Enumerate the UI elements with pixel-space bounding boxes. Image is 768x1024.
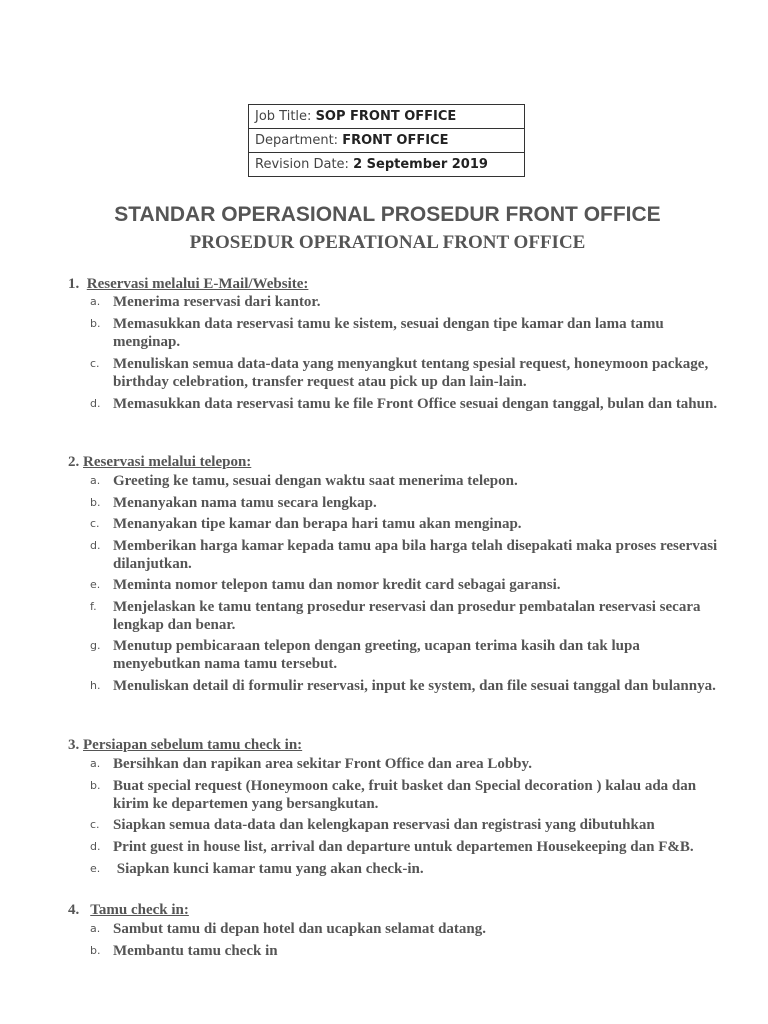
list-item: [90, 942, 720, 960]
job-title-value: SOP FRONT OFFICE: [315, 109, 457, 124]
item-text: Siapkan kunci kamar tamu yang akan check-in.: [113, 861, 424, 877]
list-item: [90, 472, 720, 490]
item-letter: a.: [90, 922, 101, 935]
item-letter: d.: [90, 397, 101, 410]
item-text: Menerima reservasi dari kantor.: [113, 294, 321, 310]
list-item: [90, 395, 720, 413]
item-letter: g.: [90, 639, 101, 652]
list-item: [90, 293, 720, 311]
revision-date-label: Revision Date:: [255, 157, 349, 172]
item-letter: a.: [90, 295, 101, 308]
list-item: [90, 920, 720, 938]
item-text: Print guest in house list, arrival dan departure untuk departemen Housekeeping dan F&B.: [113, 839, 694, 855]
department-row: [249, 129, 525, 153]
section-title: Reservasi melalui telepon:: [83, 454, 252, 470]
item-letter: f.: [90, 600, 97, 613]
item-letter: h.: [90, 679, 101, 692]
item-letter: e.: [90, 862, 101, 875]
item-letter: d.: [90, 539, 101, 552]
revision-date-cell: [249, 153, 525, 177]
list-item: [90, 315, 720, 351]
department-cell: [249, 129, 525, 153]
list-item: [90, 777, 720, 813]
item-text: Bersihkan dan rapikan area sekitar Front Office dan area Lobby.: [113, 756, 532, 772]
section-title: Tamu check in:: [90, 902, 189, 918]
revision-date-row: [249, 153, 525, 177]
list-item: [90, 515, 720, 533]
section-number: 2.: [68, 454, 80, 470]
item-letter: c.: [90, 517, 100, 530]
item-text: Memberikan harga kamar kepada tamu apa bila harga telah disepakati maka proses reservasi dilanjutkan.: [113, 538, 718, 572]
section-title: Reservasi melalui E-Mail/Website:: [86, 276, 309, 292]
list-item: [90, 598, 720, 634]
section-4-heading: [68, 902, 189, 919]
list-item: [90, 755, 720, 773]
department-value: FRONT OFFICE: [342, 133, 449, 148]
list-item: [90, 637, 720, 673]
document-title: STANDAR OPERASIONAL PROSEDUR FRONT OFFICE: [114, 203, 661, 226]
item-letter: b.: [90, 944, 101, 957]
item-text: Menutup pembicaraan telepon dengan greeting, ucapan terima kasih dan tak lupa menyebutkan nama tamu tersebut.: [113, 638, 640, 672]
section-number: 4.: [68, 902, 80, 918]
revision-date-value: 2 September 2019: [353, 157, 488, 172]
item-text: Menuliskan semua data-data yang menyangkut tentang spesial request, honeymoon package, birthday celebration, transfer request atau pick up dan lain-lain.: [113, 356, 709, 390]
section-3-heading: [68, 737, 302, 754]
section-number: 3.: [68, 737, 80, 753]
item-text: Menanyakan tipe kamar dan berapa hari tamu akan menginap.: [113, 516, 522, 532]
item-letter: d.: [90, 840, 101, 853]
item-text: Buat special request (Honeymoon cake, fruit basket dan Special decoration ) kalau ada dan kirim ke departemen yang bersangkutan.: [113, 778, 697, 812]
job-title-row: [249, 105, 525, 129]
item-letter: b.: [90, 317, 101, 330]
list-item: [90, 494, 720, 512]
item-text: Memasukkan data reservasi tamu ke file Front Office sesuai dengan tanggal, bulan dan tahun.: [113, 396, 718, 412]
section-number: 1.: [68, 276, 80, 292]
list-item: [90, 537, 720, 573]
item-text: Menuliskan detail di formulir reservasi, input ke system, dan file sesuai tanggal dan bulannya.: [113, 678, 716, 694]
list-item: [90, 816, 720, 834]
item-letter: e.: [90, 578, 101, 591]
item-text: Greeting ke tamu, sesuai dengan waktu saat menerima telepon.: [113, 473, 518, 489]
job-title-cell: [249, 105, 525, 129]
list-item: [90, 576, 720, 594]
list-item: [90, 860, 720, 878]
item-letter: c.: [90, 818, 100, 831]
item-text: Menanyakan nama tamu secara lengkap.: [113, 495, 377, 511]
section-1-heading: [68, 276, 308, 293]
item-letter: a.: [90, 474, 101, 487]
document-subtitle: PROSEDUR OPERATIONAL FRONT OFFICE: [189, 232, 586, 253]
item-letter: a.: [90, 757, 101, 770]
list-item: [90, 355, 720, 391]
section-2-heading: [68, 454, 251, 471]
job-title-label: Job Title:: [255, 109, 312, 124]
list-item: [90, 838, 720, 856]
item-text: Menjelaskan ke tamu tentang prosedur reservasi dan prosedur pembatalan reservasi secara lengkap dan benar.: [113, 599, 701, 633]
item-text: Sambut tamu di depan hotel dan ucapkan selamat datang.: [113, 921, 487, 937]
section-title: Persiapan sebelum tamu check in:: [83, 737, 303, 753]
document-info-table: [248, 104, 525, 177]
item-letter: b.: [90, 779, 101, 792]
item-letter: c.: [90, 357, 100, 370]
item-text: Siapkan semua data-data dan kelengkapan reservasi dan registrasi yang dibutuhkan: [113, 817, 655, 833]
item-text: Meminta nomor telepon tamu dan nomor kredit card sebagai garansi.: [113, 577, 561, 593]
item-text: Membantu tamu check in: [113, 943, 278, 959]
item-letter: b.: [90, 496, 101, 509]
department-label: Department:: [255, 133, 339, 148]
item-text: Memasukkan data reservasi tamu ke sistem, sesuai dengan tipe kamar dan lama tamu menginap.: [113, 316, 664, 350]
list-item: [90, 677, 720, 695]
